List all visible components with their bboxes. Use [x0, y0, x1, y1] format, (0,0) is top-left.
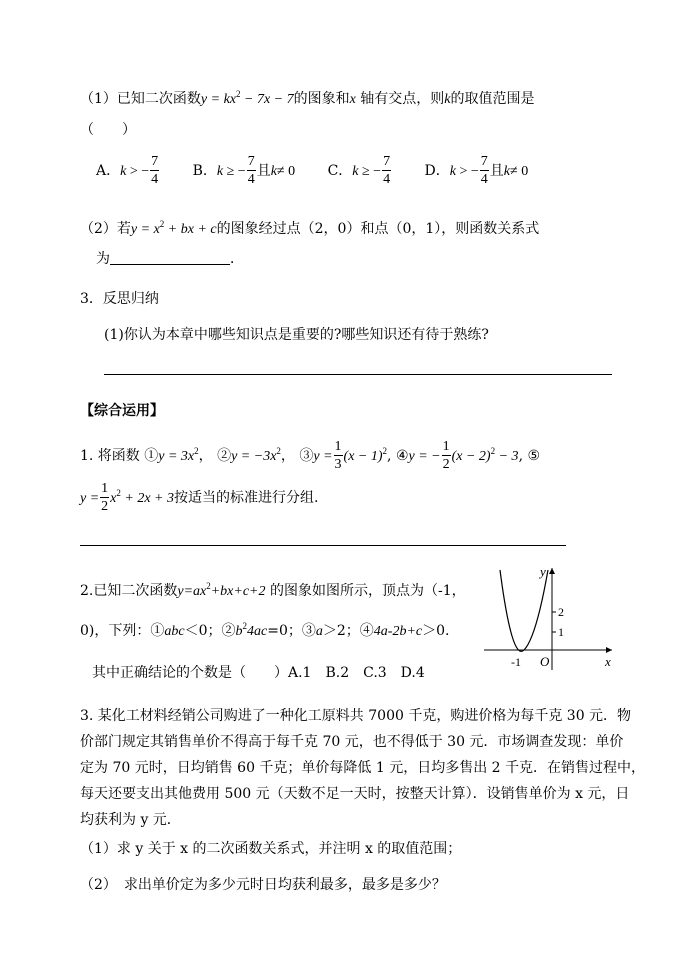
q1-stem: （1）已知二次函数$y = kx^2 - 7x - 7$的图象和x 轴有交点，则k的取值范围是	[80, 89, 535, 107]
comp-q2-line3: 其中正确结论的个数是（ ）A.1 B.2 C.3 D.4	[92, 665, 425, 681]
fraction: $\frac{1}{2}$	[442, 439, 450, 472]
answer-blank[interactable]	[110, 250, 230, 265]
fraction: $\frac{7}{4}$	[247, 154, 255, 187]
answer-line[interactable]	[104, 374, 612, 375]
fraction: $\frac{1}{3}$	[334, 439, 342, 472]
q3-sub2: （2） 求出单价定为多少元时日均获利最多，最多是多少？	[80, 877, 446, 893]
fraction: $\frac{7}{4}$	[480, 154, 488, 187]
comp-q1-line2: y = $\frac{1}{2}$ $x^2 + 2x + 3$按适当的标准进行分组.	[80, 481, 319, 514]
tick-2-label: 2	[558, 605, 564, 619]
parabola-right	[524, 570, 548, 650]
fraction: $\frac{7}{4}$	[383, 154, 391, 187]
q1-paren: （ ）	[80, 122, 136, 138]
q3-line2: 价部门规定其销售单价不得高于每千克 70 元，也不得低于 30 元．市场调查发现：单价	[80, 734, 624, 750]
answer-line[interactable]	[80, 545, 566, 546]
section-3-question: (1)你认为本章中哪些知识点是重要的?哪些知识还有待于熟练?	[104, 327, 489, 343]
q3-sub1: （1）求 y 关于 x 的二次函数关系式，并注明 x 的取值范围；	[80, 841, 462, 857]
q3-line3: 定为 70 元时，日均销售 60 千克；单价每降低 1 元，日均多售出 2 千克．在销售过程中，	[80, 760, 646, 776]
q1-options	[96, 152, 528, 191]
x-axis-arrow	[606, 647, 612, 653]
comp-q2-line2: 0)，下列：①abc＜0；$②b^24ac=0$；③a＞2；④4a-2b+c＞0.	[80, 621, 450, 639]
comp-q2-line1: 2.已知二次函数$y=ax^2+bx+c+2$ 的图象如图所示，顶点为（-1，	[80, 581, 466, 599]
origin-label: O	[540, 654, 550, 669]
fraction: $\frac{1}{2}$	[101, 481, 109, 514]
q3-line5: 均获利为 y 元．	[80, 812, 181, 828]
q3-line1: 3. 某化工材料经销公司购进了一种化工原料共 7000 千克，购进价格为每千克 30 元．物	[80, 708, 632, 724]
option-b[interactable]: B．k ≥ − $\frac{7}{4}$ 且k≠ 0	[192, 154, 296, 187]
tick-1-label: 1	[558, 625, 564, 639]
option-a[interactable]: A．k > − $\frac{7}{4}$	[96, 154, 159, 187]
option-d[interactable]: D．k > − $\frac{7}{4}$ 且k≠ 0	[424, 154, 529, 187]
x-axis-label: x	[605, 654, 611, 669]
neg1-label: -1	[511, 655, 521, 669]
parabola-graph	[478, 562, 618, 674]
option-c[interactable]: C．k ≥ − $\frac{7}{4}$	[327, 154, 391, 187]
parabola-left	[500, 570, 524, 651]
q2-stem: （2）若$y = x^2$ + bx + c的图象经过点（2，0）和点（0，1），则函数关系式	[80, 219, 540, 237]
y-axis-label: y	[540, 564, 546, 579]
y-axis-arrow	[549, 568, 555, 574]
q2-answer-line: 为 ．	[96, 251, 244, 267]
comp-q1-line1: 1. 将函数 ①y = $3x^2$， ②y = $-3x^2$， ③y = $\frac{1}{3}$ $(x - 1)^2$, ④y = − $\frac{1}{2}$ $(x - 2)^2 - 3$, ⑤	[80, 439, 541, 472]
comprehensive-title: 【综合运用】	[80, 403, 164, 419]
section-3-title: 3．反思归纳	[80, 291, 159, 307]
fraction: $\frac{7}{4}$	[151, 154, 159, 187]
q3-line4: 每天还要支出其他费用 500 元（天数不足一天时，按整天计算）．设销售单价为 x 元，日	[80, 786, 630, 802]
